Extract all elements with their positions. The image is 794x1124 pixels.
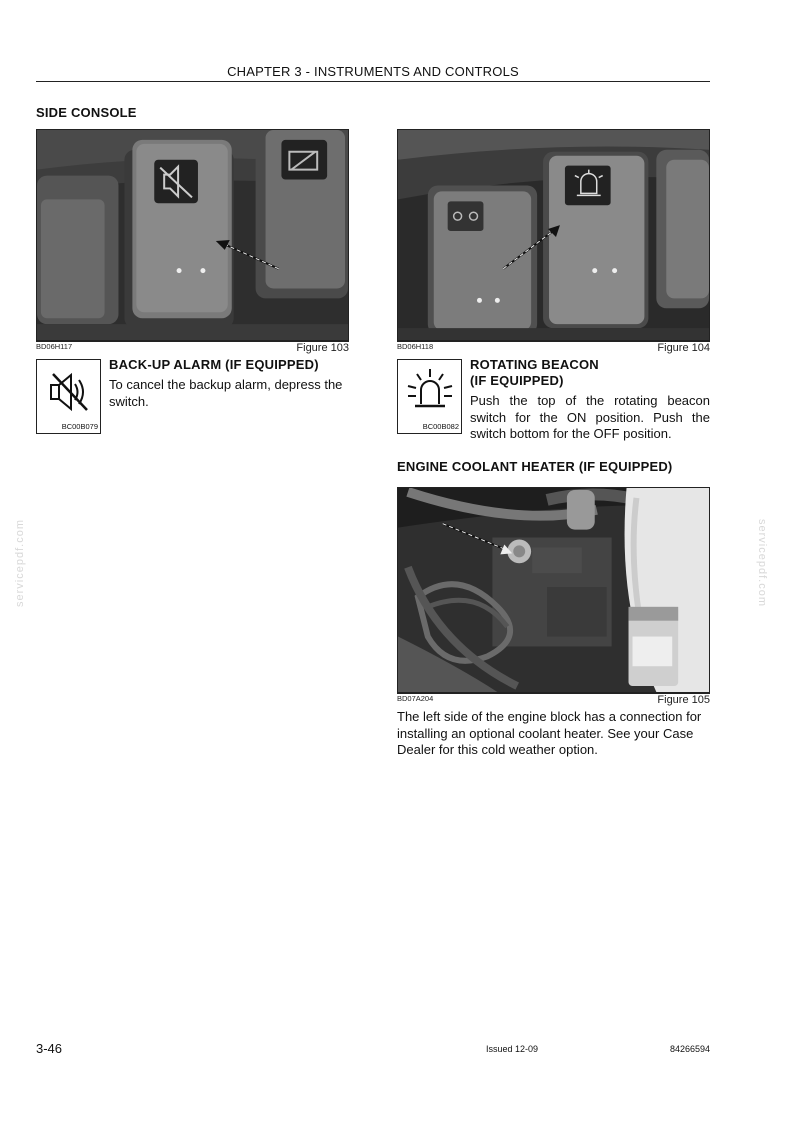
rotating-beacon-title-line2: (IF EQUIPPED) [470,373,564,388]
part-number: 84266594 [669,1044,710,1054]
coolant-heater-body: The left side of the engine block has a connection for installing an optional coolant heater. See your Case Dealer for this cold weather option. [397,709,702,757]
backup-alarm-icon-box [36,359,101,434]
rotating-beacon-icon-code: BC00B082 [422,422,459,431]
section-title: SIDE CONSOLE [36,105,137,120]
figure-105-photo [397,487,710,693]
rotating-beacon-body: Push the top of the rotating beacon switch for the ON position. Push the switch bottom for the OFF position. [470,393,710,441]
watermark-right: servicepdf.com [755,519,768,607]
figure-103-label: Figure 103 [296,342,349,354]
backup-alarm-icon-code: BC00B079 [61,422,98,431]
issued-date: Issued 12-09 [486,1044,539,1054]
figure-105-code: BD07A204 [397,694,434,703]
figure-104-photo [397,129,710,341]
backup-alarm-title: BACK-UP ALARM (IF EQUIPPED) [109,357,319,372]
watermark-left: servicepdf.com [13,519,26,607]
figure-104-code: BD06H118 [397,342,434,351]
alarm-muted-icon [47,370,91,414]
figure-103-photo [36,129,349,341]
figure-103-code: BD06H117 [36,342,73,351]
page-number: 3-46 [36,1041,63,1056]
figure-104-label: Figure 104 [657,342,710,354]
header-rule [36,81,710,82]
chapter-header: CHAPTER 3 - INSTRUMENTS AND CONTROLS [227,64,519,79]
backup-alarm-body: To cancel the backup alarm, depress the switch. [109,377,343,409]
rotating-beacon-title-line1: ROTATING BEACON [470,357,599,372]
rotating-beacon-icon [405,366,455,414]
rotating-beacon-icon-box [397,359,462,434]
coolant-heater-title: ENGINE COOLANT HEATER (IF EQUIPPED) [397,459,673,474]
figure-105-label: Figure 105 [657,694,710,706]
